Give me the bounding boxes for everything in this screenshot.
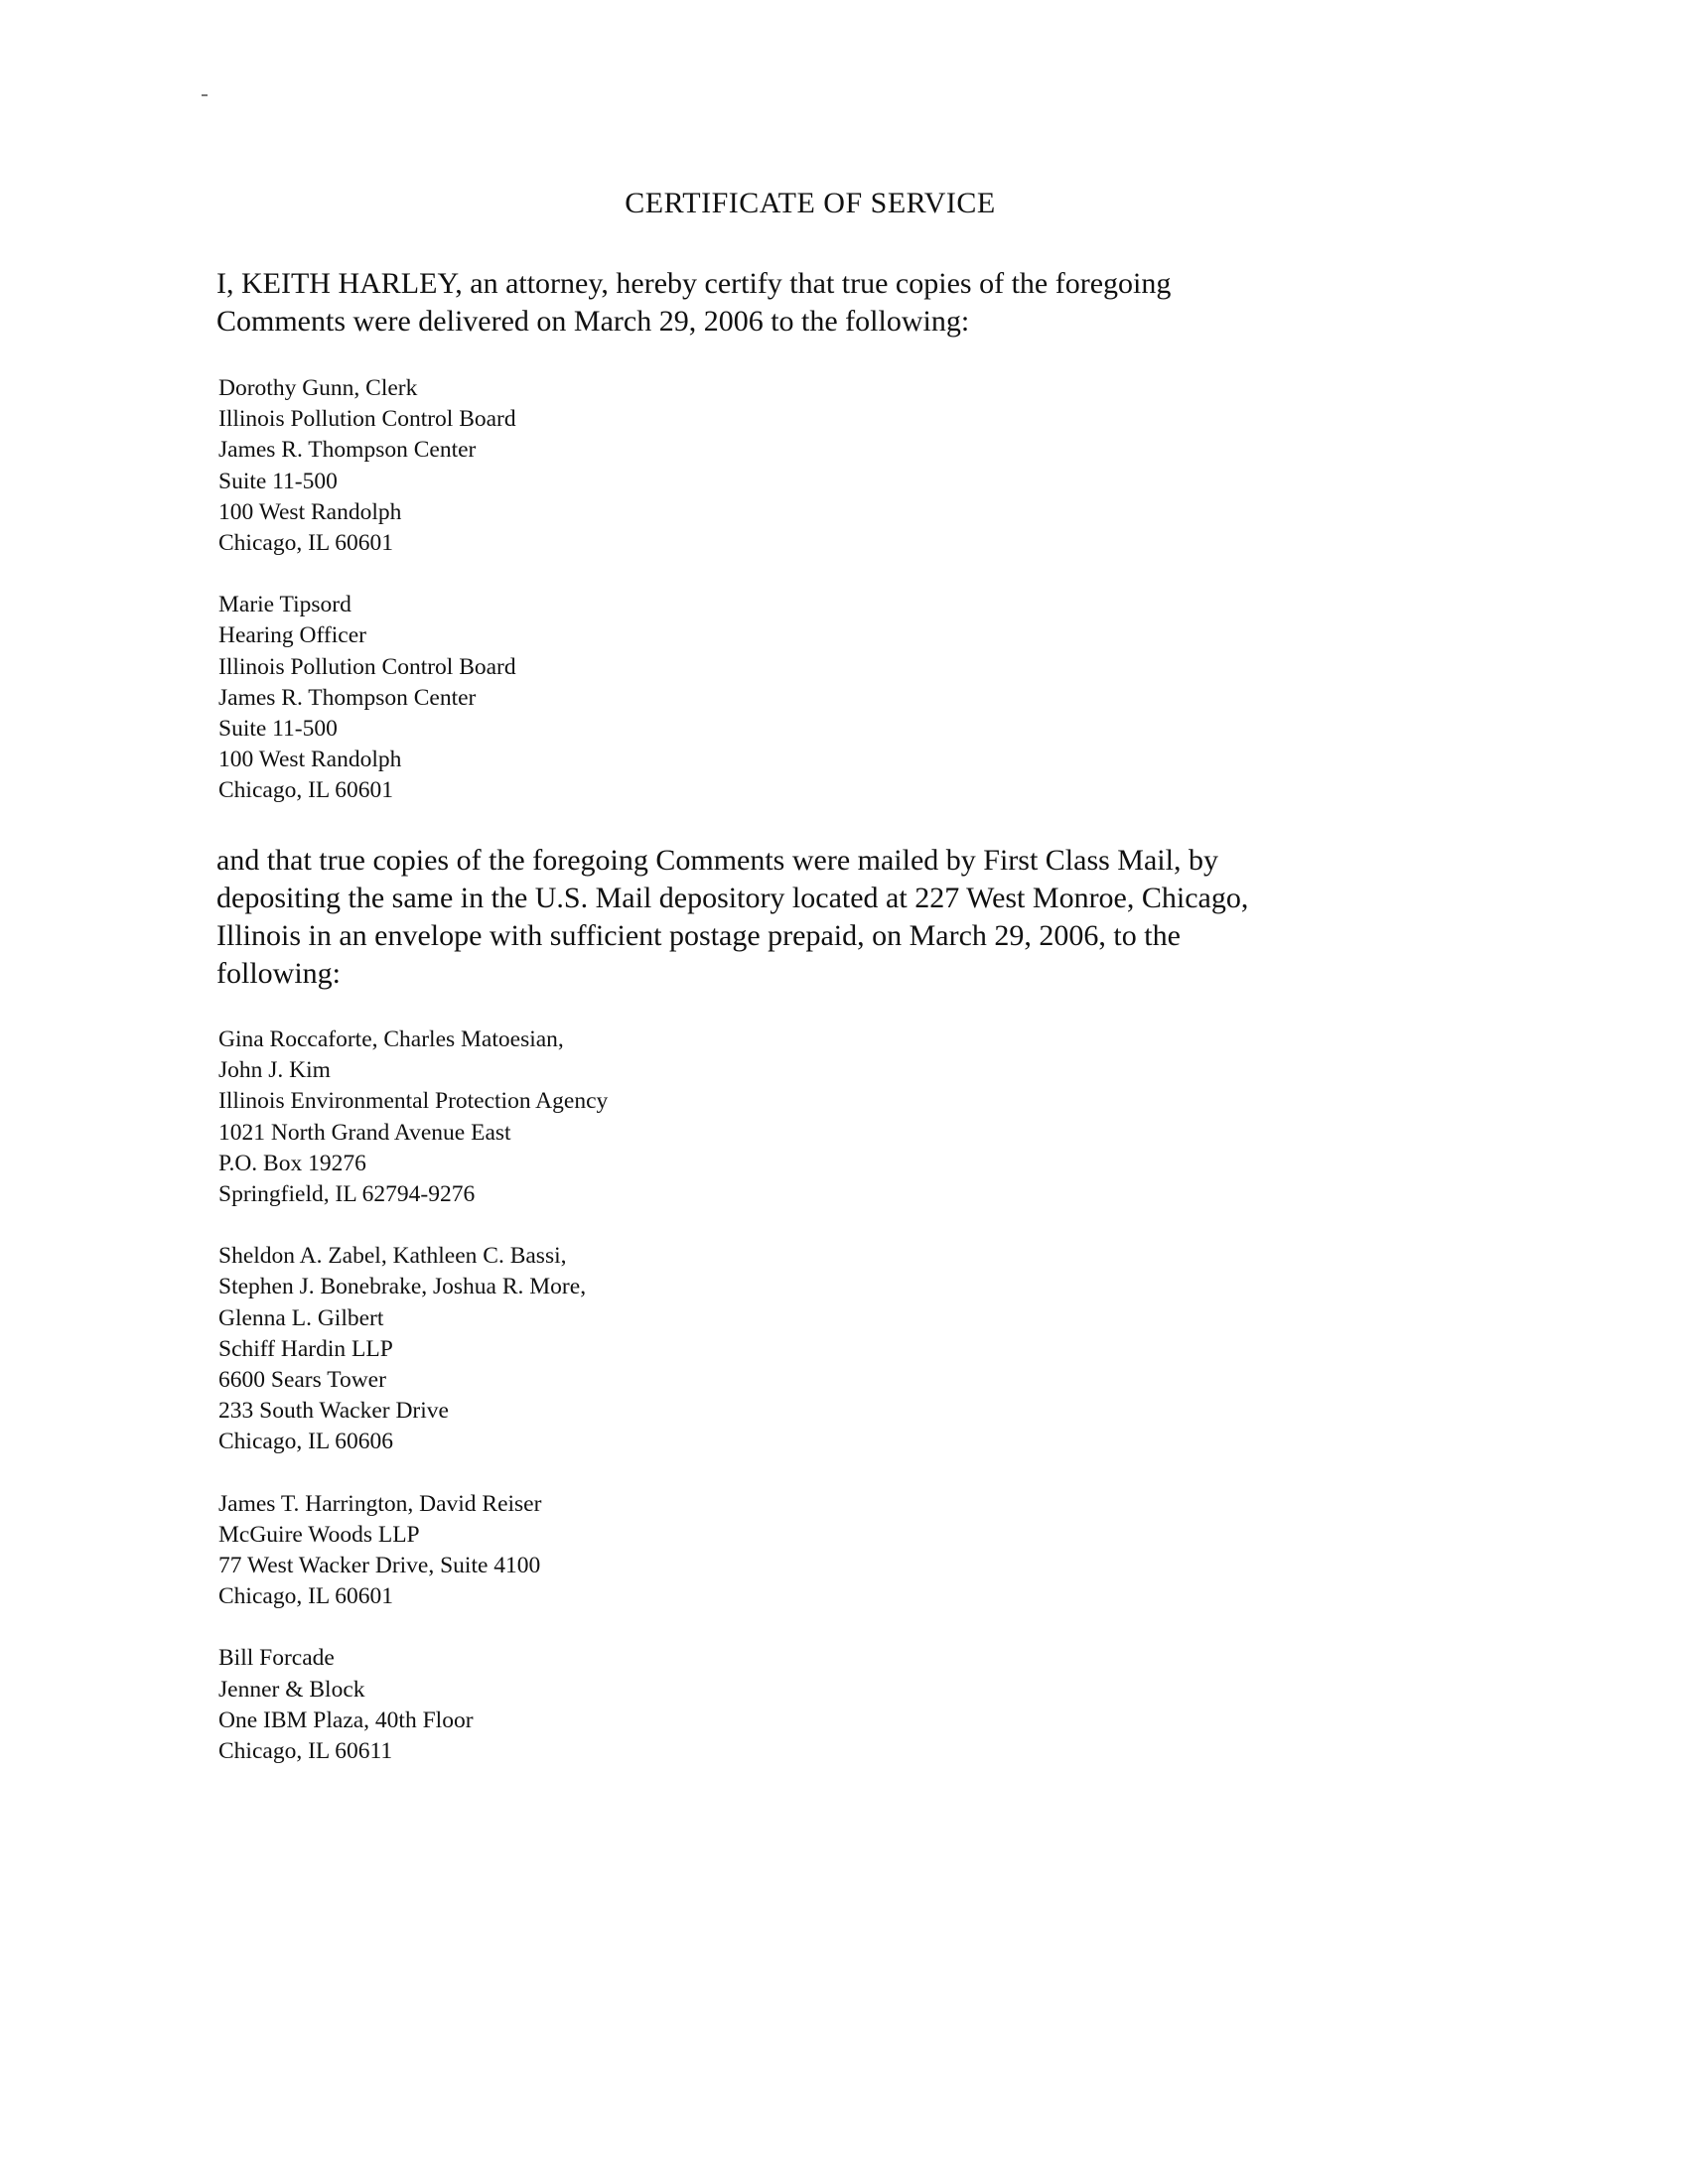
recipient-address <box>218 590 516 806</box>
address-line: Hearing Officer <box>218 622 366 649</box>
address-line: 6600 Sears Tower <box>218 1367 386 1394</box>
mailed-recipients-list <box>218 1024 608 1767</box>
address-line: Schiff Hardin LLP <box>218 1335 393 1362</box>
address-line: 77 West Wacker Drive, Suite 4100 <box>218 1553 541 1579</box>
mailing-paragraph: and that true copies of the foregoing Comments were mailed by First Class Mail, by depositing the same in the U.S. Mail depository located at 227 West Monroe, Chicago, Illinois in an envelope with sufficient postage prepaid, on March 29, 2006, to the following: <box>216 844 1249 990</box>
address-line: Chicago, IL 60601 <box>218 530 393 557</box>
address-line: Springfield, IL 62794-9276 <box>218 1181 476 1208</box>
address-line: Glenna L. Gilbert <box>218 1304 384 1331</box>
delivered-recipients-list <box>218 373 516 807</box>
address-line: Jenner & Block <box>218 1676 365 1703</box>
address-line: James R. Thompson Center <box>218 437 477 464</box>
document-title: CERTIFICATE OF SERVICE <box>625 187 996 219</box>
address-line: Chicago, IL 60611 <box>218 1738 393 1765</box>
address-line: Suite 11-500 <box>218 468 338 494</box>
address-line: Bill Forcade <box>218 1645 335 1672</box>
address-line: James R. Thompson Center <box>218 684 477 711</box>
address-line: James T. Harrington, David Reiser <box>218 1490 542 1517</box>
address-line: 100 West Randolph <box>218 747 402 773</box>
recipient-address <box>218 373 516 559</box>
recipient-address <box>218 1489 608 1613</box>
address-line: Illinois Pollution Control Board <box>218 653 516 680</box>
address-line: Stephen J. Bonebrake, Joshua R. More, <box>218 1274 587 1300</box>
address-line: 100 West Randolph <box>218 498 402 525</box>
scan-mark <box>202 94 208 96</box>
address-line: Gina Roccaforte, Charles Matoesian, <box>218 1026 564 1052</box>
address-line: P.O. Box 19276 <box>218 1150 366 1176</box>
address-line: One IBM Plaza, 40th Floor <box>218 1706 474 1733</box>
certification-paragraph: I, KEITH HARLEY, an attorney, hereby certify that true copies of the foregoing Comments were delivered on March 29, 2006 to the following: <box>216 267 1172 338</box>
address-line: 1021 North Grand Avenue East <box>218 1119 511 1146</box>
address-line: Suite 11-500 <box>218 716 338 743</box>
recipient-address <box>218 1643 608 1767</box>
address-line: Dorothy Gunn, Clerk <box>218 375 418 401</box>
address-line: Illinois Pollution Control Board <box>218 406 516 433</box>
address-line: John J. Kim <box>218 1057 331 1084</box>
recipient-address <box>218 1241 608 1457</box>
address-line: McGuire Woods LLP <box>218 1521 420 1548</box>
address-line: Chicago, IL 60601 <box>218 1583 393 1610</box>
address-line: 233 South Wacker Drive <box>218 1398 449 1425</box>
address-line: Sheldon A. Zabel, Kathleen C. Bassi, <box>218 1243 567 1270</box>
address-line: Chicago, IL 60606 <box>218 1429 393 1455</box>
address-line: Illinois Environmental Protection Agency <box>218 1088 609 1115</box>
recipient-address <box>218 1024 608 1210</box>
address-line: Chicago, IL 60601 <box>218 777 393 804</box>
address-line: Marie Tipsord <box>218 592 351 618</box>
